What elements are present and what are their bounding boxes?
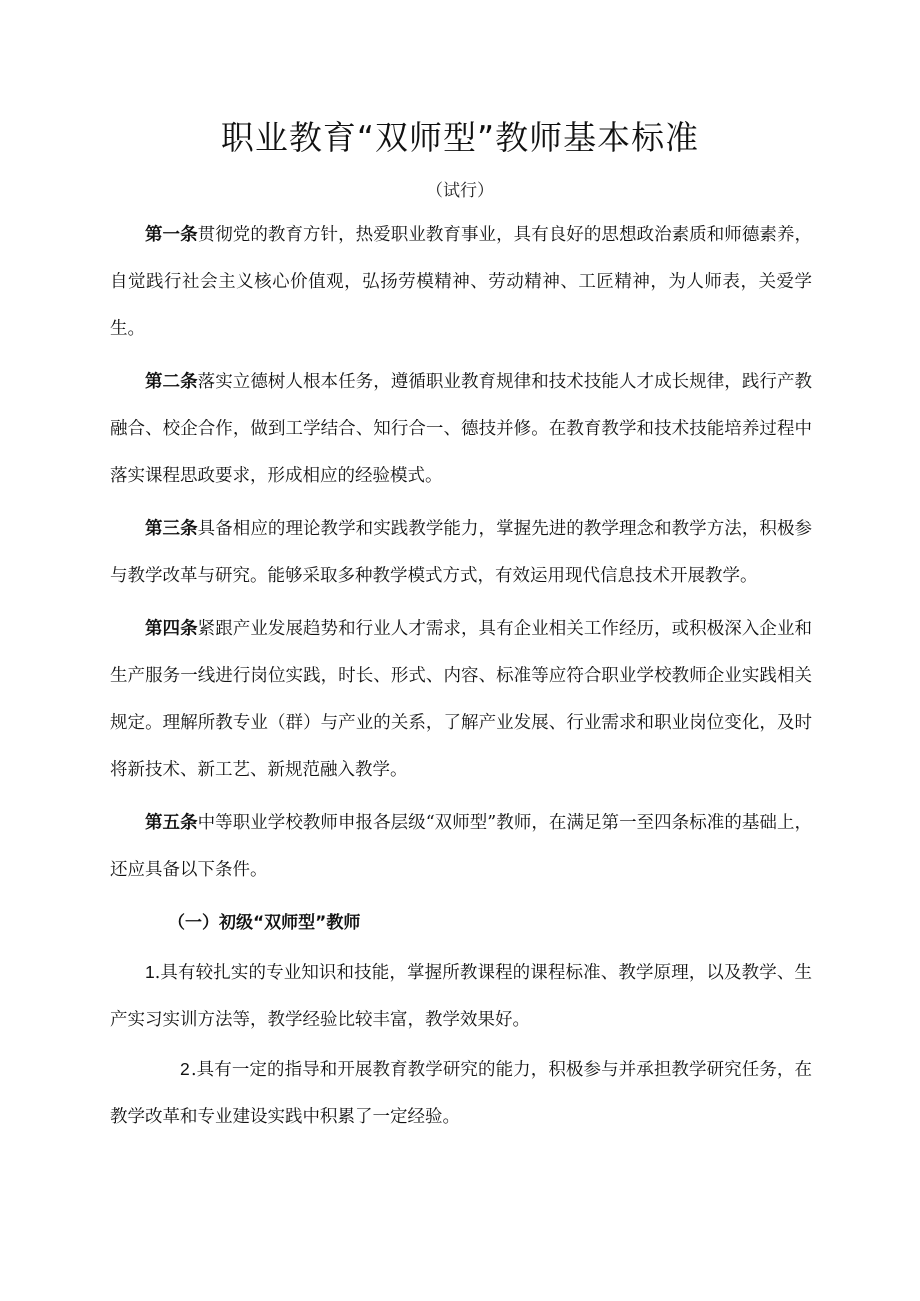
- article-3: [110, 506, 812, 600]
- list-item: [110, 949, 812, 1044]
- article-label: 第一条: [145, 225, 198, 245]
- item-text: .具有一定的指导和开展教育教学研究的能力，积极参与并承担教学研究任务，在教学改革和专业建设实践中积累了一定经验。: [110, 1060, 812, 1127]
- document-title: 职业教育“双师型”教师基本标准: [220, 118, 700, 157]
- item-text: .具有较扎实的专业知识和技能，掌握所教课程的课程标准、教学原理，以及教学、生产实习实训方法等，教学经验比较丰富，教学效果好。: [110, 963, 812, 1030]
- document-subtitle: （试行）: [426, 181, 494, 201]
- list-item: [110, 1046, 812, 1141]
- item-number: 1: [145, 962, 155, 982]
- article-text: 中等职业学校教师申报各层级“双师型”教师，在满足第一至四条标准的基础上，还应具备以下条件。: [110, 813, 813, 880]
- article-label: 第四条: [145, 619, 198, 639]
- article-1: [110, 212, 812, 353]
- section-heading: （一）初级“双师型”教师: [168, 913, 361, 933]
- document-body: [110, 212, 812, 1141]
- article-label: 第二条: [145, 372, 198, 392]
- article-4: [110, 606, 812, 794]
- article-text: 具备相应的理论教学和实践教学能力，掌握先进的教学理念和教学方法，积极参与教学改革与研究。能够采取多种教学模式方式，有效运用现代信息技术开展教学。: [110, 519, 813, 586]
- article-text: 贯彻党的教育方针，热爱职业教育事业，具有良好的思想政治素质和师德素养，自觉践行社会主义核心价值观，弘扬劳模精神、劳动精神、工匠精神，为人师表，关爱学生。: [110, 225, 813, 339]
- article-text: 落实立德树人根本任务，遵循职业教育规律和技术技能人才成长规律，践行产教融合、校企合作，做到工学结合、知行合一、德技并修。在教育教学和技术技能培养过程中落实课程思政要求，形成相应的经验模式。: [110, 372, 813, 486]
- article-5: [110, 800, 812, 894]
- article-label: 第五条: [145, 813, 198, 833]
- article-label: 第三条: [145, 519, 198, 539]
- item-number: 2: [180, 1059, 190, 1079]
- article-text: 紧跟产业发展趋势和行业人才需求，具有企业相关工作经历，或积极深入企业和生产服务一线进行岗位实践，时长、形式、内容、标准等应符合职业学校教师企业实践相关规定。理解所教专业（群）与产业的关系，了解产业发展、行业需求和职业岗位变化，及时将新技术、新工艺、新规范融入教学。: [110, 619, 813, 780]
- article-2: [110, 359, 812, 500]
